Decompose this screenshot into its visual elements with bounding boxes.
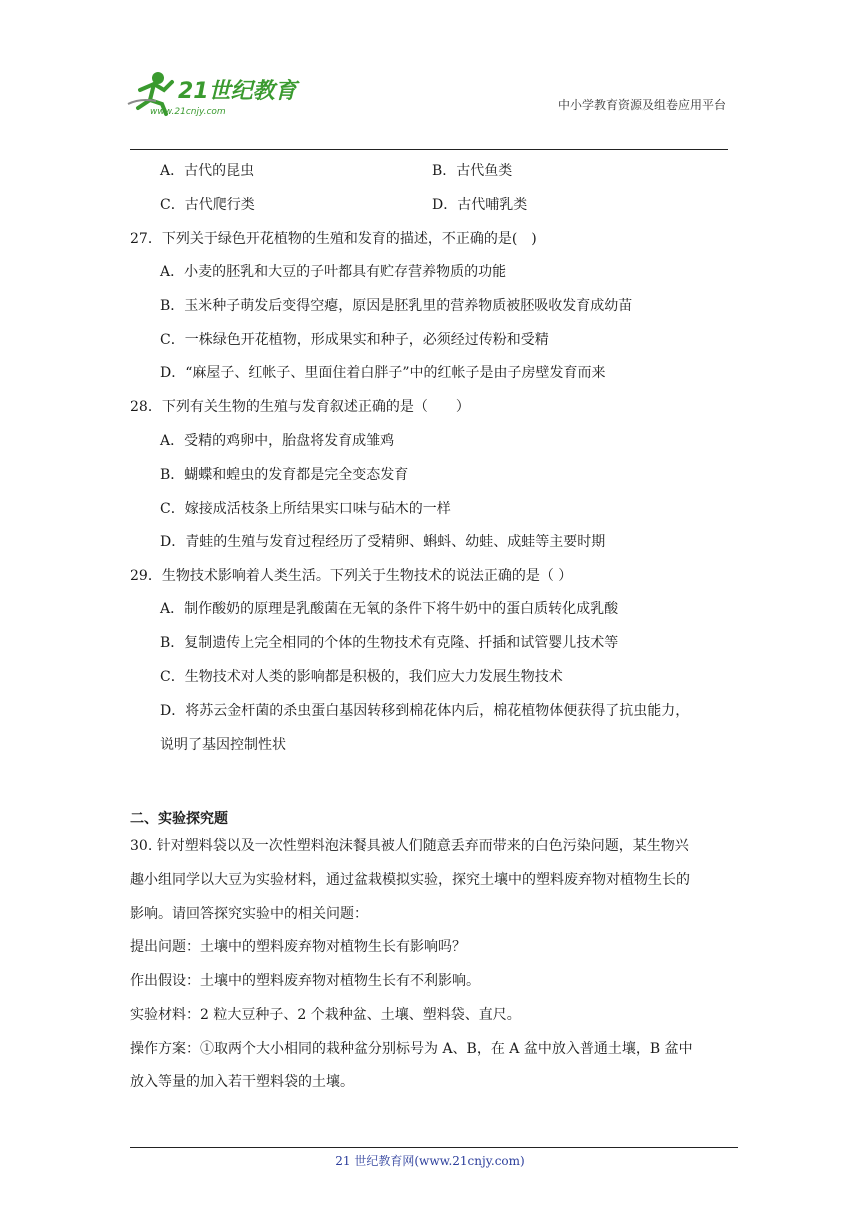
q27-option-b: B．玉米种子萌发后变得空瘪，原因是胚乳里的营养物质被胚吸收发育成幼苗	[160, 298, 633, 314]
q29-option-c: C．生物技术对人类的影响都是积极的，我们应大力发展生物技术	[160, 669, 563, 685]
logo-text: 21世纪教育	[178, 79, 297, 104]
footer-divider	[130, 1147, 738, 1148]
q27-option-d: D．“麻屋子、红帐子、里面住着白胖子”中的红帐子是由子房壁发育而来	[160, 365, 606, 381]
q29-option-b: B．复制遗传上完全相同的个体的生物技术有克隆、扦插和试管婴儿技术等	[160, 635, 619, 651]
q29-option-a: A．制作酸奶的原理是乳酸菌在无氧的条件下将牛奶中的蛋白质转化成乳酸	[160, 601, 619, 617]
q30-procedure-cont: 放入等量的加入若干塑料袋的土壤。	[130, 1074, 354, 1090]
q27-option-c: C．一株绿色开花植物，形成果实和种子，必须经过传粉和受精	[160, 332, 549, 348]
q26-option-b: B．古代鱼类	[432, 163, 513, 179]
q30-line-1: 30. 针对塑料袋以及一次性塑料泡沫餐具被人们随意丢弃而带来的白色污染问题，某生物兴	[130, 838, 689, 854]
q30-procedure: 操作方案：①取两个大小相同的栽种盆分别标号为 A、B，在 A 盆中放入普通土壤，B 盆中	[130, 1041, 693, 1057]
logo-url: www.21cnjy.com	[150, 107, 226, 117]
q28-option-a: A．受精的鸡卵中，胎盘将发育成雏鸡	[160, 433, 395, 449]
site-tagline: 中小学教育资源及组卷应用平台	[557, 98, 726, 112]
q28-stem: 28．下列有关生物的生殖与发育叙述正确的是（ ）	[130, 399, 470, 415]
q26-option-a: A．古代的昆虫	[160, 163, 255, 179]
q27-stem: 27．下列关于绿色开花植物的生殖和发育的描述，不正确的是( )	[130, 231, 537, 247]
q26-option-d: D．古代哺乳类	[432, 197, 528, 213]
q28-option-d: D．青蛙的生殖与发育过程经历了受精卵、蝌蚪、幼蛙、成蛙等主要时期	[160, 534, 606, 550]
q28-option-c: C．嫁接成活枝条上所结果实口味与砧木的一样	[160, 501, 451, 517]
runner-logo-icon	[120, 68, 320, 118]
header-divider	[130, 149, 728, 150]
q29-stem: 29．生物技术影响着人类生活。下列关于生物技术的说法正确的是（ ）	[130, 568, 573, 584]
q30-hypothesis: 作出假设：土壤中的塑料废弃物对植物生长有不利影响。	[130, 973, 480, 989]
q30-line-2: 趣小组同学以大豆为实验材料，通过盆栽模拟实验，探究土壤中的塑料废弃物对植物生长的	[130, 872, 690, 888]
q27-option-a: A．小麦的胚乳和大豆的子叶都具有贮存营养物质的功能	[160, 264, 507, 280]
q28-option-b: B．蝴蝶和蝗虫的发育都是完全变态发育	[160, 467, 409, 483]
q30-question: 提出问题：土壤中的塑料废弃物对植物生长有影响吗？	[130, 939, 466, 955]
footer-text: 21 世纪教育网(www.21cnjy.com)	[335, 1154, 525, 1168]
q30-line-3: 影响。请回答探究实验中的相关问题：	[130, 906, 368, 922]
q29-option-d: D．将苏云金杆菌的杀虫蛋白基因转移到棉花体内后，棉花植物体便获得了抗虫能力，	[160, 703, 690, 719]
q29-option-d-cont: 说明了基因控制性状	[160, 737, 286, 753]
site-logo	[120, 68, 320, 118]
q30-materials: 实验材料：2 粒大豆种子、2 个栽种盆、土壤、塑料袋、直尺。	[130, 1007, 521, 1023]
q26-option-c: C．古代爬行类	[160, 197, 255, 213]
section-title: 二、实验探究题	[130, 811, 228, 827]
